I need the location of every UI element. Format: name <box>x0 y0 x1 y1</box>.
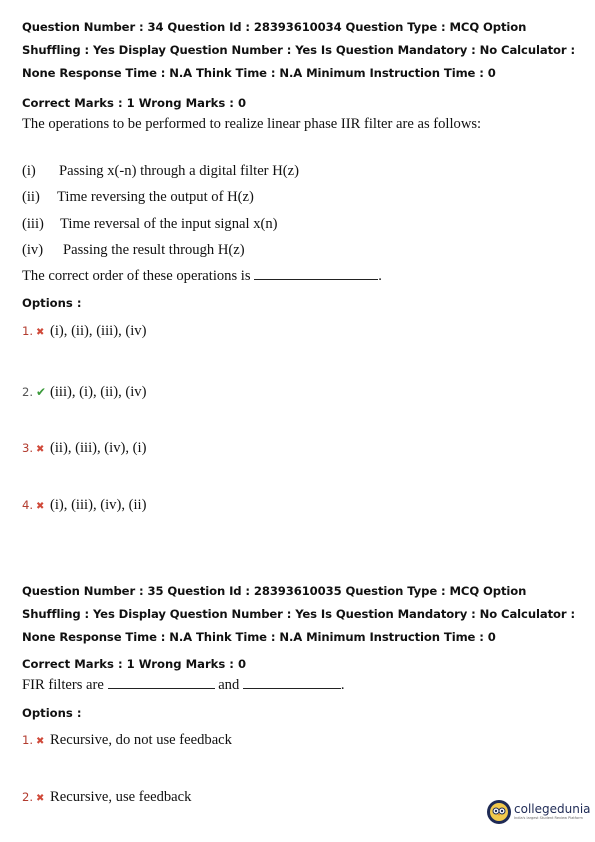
q34-step-text: Passing x(-n) through a digital filter H(z) <box>59 163 299 179</box>
q34-option-3[interactable] <box>22 440 146 457</box>
q35-stem <box>22 677 345 694</box>
q34-step <box>22 216 278 233</box>
q35-option-2[interactable] <box>22 789 191 806</box>
option-number: 1. <box>22 324 34 338</box>
answer-blank <box>243 678 341 689</box>
option-text: (iii), (i), (ii), (iv) <box>50 384 147 400</box>
q34-option-1[interactable] <box>22 323 146 340</box>
collegedunia-logo[interactable] <box>487 800 591 824</box>
option-text: Recursive, do not use feedback <box>50 732 232 748</box>
q34-step <box>22 163 299 180</box>
cross-icon: ✖ <box>36 501 45 512</box>
logo-name: collegedunia <box>514 802 591 816</box>
q34-marks: Correct Marks : 1 Wrong Marks : 0 <box>22 96 247 110</box>
q35-stem-suffix: . <box>340 677 345 693</box>
q35-meta: Question Number : 35 Question Id : 28393610035 Question Type : MCQ Option Shuffling : Yes Display Question Number : Yes Is Question Mandatory : No Calculator : None Response Time : N.A Think Time : N.A Minimum Instruction Time : 0 <box>22 584 575 644</box>
option-text: (ii), (iii), (iv), (i) <box>50 440 147 456</box>
logo-tagline: India's largest Student Review Platform <box>514 816 583 820</box>
option-text: (i), (iii), (iv), (ii) <box>50 497 147 513</box>
answer-blank <box>254 269 378 280</box>
option-text: Recursive, use feedback <box>50 789 192 805</box>
check-icon: ✔ <box>36 385 47 399</box>
answer-blank <box>108 678 215 689</box>
option-text: (i), (ii), (iii), (iv) <box>50 323 147 339</box>
q34-step-text: Time reversing the output of H(z) <box>57 189 254 205</box>
q35-marks: Correct Marks : 1 Wrong Marks : 0 <box>22 657 247 671</box>
owl-mascot-icon <box>487 800 511 824</box>
q35-stem-text: FIR filters are <box>22 677 104 693</box>
q35-option-1[interactable] <box>22 732 232 749</box>
option-number: 2. <box>22 790 34 804</box>
q35-stem-mid: and <box>218 677 240 693</box>
option-number: 4. <box>22 498 34 512</box>
q34-step <box>22 242 245 259</box>
cross-icon: ✖ <box>36 444 45 455</box>
cross-icon: ✖ <box>36 793 45 804</box>
q34-options-label: Options : <box>22 296 82 310</box>
cross-icon: ✖ <box>36 327 45 338</box>
q34-ask-text: The correct order of these operations is <box>22 268 251 284</box>
option-number: 1. <box>22 733 34 747</box>
q35-options-label: Options : <box>22 706 82 720</box>
q34-step-num: (ii) <box>22 189 40 205</box>
q34-step-num: (i) <box>22 163 36 179</box>
q34-step-text: Passing the result through H(z) <box>63 242 245 258</box>
q34-step-num: (iv) <box>22 242 44 258</box>
cross-icon: ✖ <box>36 736 45 747</box>
q34-meta: Question Number : 34 Question Id : 28393610034 Question Type : MCQ Option Shuffling : Yes Display Question Number : Yes Is Question Mandatory : No Calculator : None Response Time : N.A Think Time : N.A Minimum Instruction Time : 0 <box>22 20 575 80</box>
option-number: 3. <box>22 441 34 455</box>
q34-stem: The operations to be performed to realize linear phase IIR filter are as follows: <box>22 116 482 132</box>
q34-option-4[interactable] <box>22 497 146 514</box>
q34-step-num: (iii) <box>22 216 44 232</box>
q34-step <box>22 189 254 206</box>
q34-option-2[interactable] <box>22 384 146 401</box>
option-number: 2. <box>22 385 34 399</box>
q34-step-text: Time reversal of the input signal x(n) <box>60 216 278 232</box>
q34-ask <box>22 268 382 285</box>
q34-ask-suffix: . <box>378 268 382 284</box>
